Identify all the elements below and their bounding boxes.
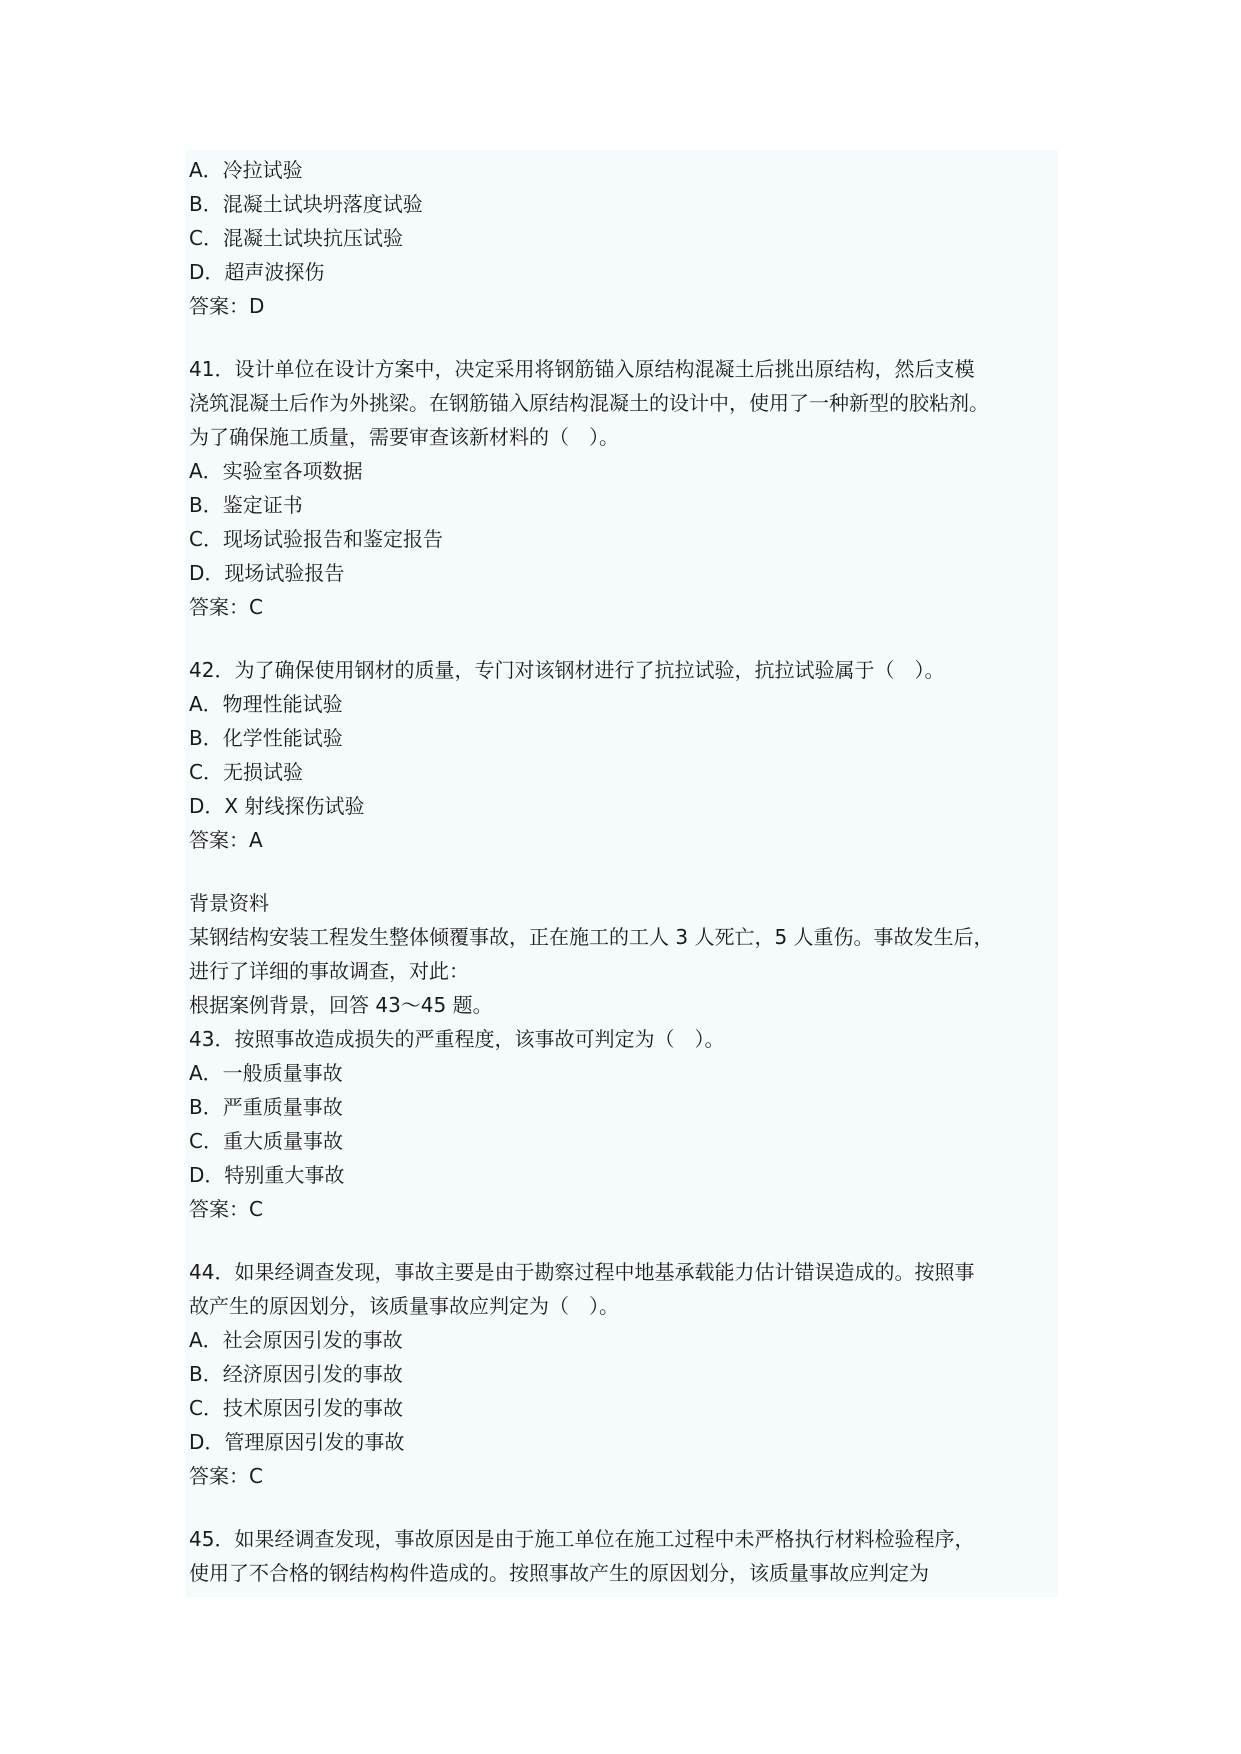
option-a-line: A．冷拉试验 [189, 158, 303, 182]
background-instruction: 根据案例背景，回答 43～45 题。 [189, 993, 493, 1017]
question-41-line-2: 浇筑混凝土后作为外挑梁。在钢筋锚入原结构混凝土的设计中，使用了一种新型的胶粘剂。 [189, 391, 989, 415]
answer-line: 答案：D [189, 294, 265, 318]
option-a-line: A．一般质量事故 [189, 1061, 343, 1085]
option-c-line: C．重大质量事故 [189, 1129, 343, 1153]
option-d-line: D．现场试验报告 [189, 561, 345, 585]
question-43-line: 43．按照事故造成损失的严重程度，该事故可判定为（ ）。 [189, 1027, 725, 1051]
option-b-line: B．经济原因引发的事故 [189, 1362, 403, 1386]
question-44-line-1: 44．如果经调查发现，事故主要是由于勘察过程中地基承载能力估计错误造成的。按照事 [189, 1260, 975, 1284]
option-b-line: B．化学性能试验 [189, 726, 343, 750]
option-c-line: C．无损试验 [189, 760, 303, 784]
answer-line: 答案：C [189, 1197, 263, 1221]
question-42-line: 42．为了确保使用钢材的质量，专门对该钢材进行了抗拉试验，抗拉试验属于（ ）。 [189, 658, 945, 682]
question-45-line-2: 使用了不合格的钢结构构件造成的。按照事故产生的原因划分，该质量事故应判定为 [189, 1561, 929, 1585]
option-c-line: C．现场试验报告和鉴定报告 [189, 527, 443, 551]
background-heading: 背景资料 [189, 891, 269, 915]
question-41-line-3: 为了确保施工质量，需要审查该新材料的（ ）。 [189, 425, 619, 449]
option-b-line: B．严重质量事故 [189, 1095, 343, 1119]
answer-line: 答案：A [189, 828, 263, 852]
option-c-line: C．技术原因引发的事故 [189, 1396, 403, 1420]
question-41-line-1: 41．设计单位在设计方案中，决定采用将钢筋锚入原结构混凝土后挑出原结构，然后支模 [189, 357, 975, 381]
question-44-line-2: 故产生的原因划分，该质量事故应判定为（ ）。 [189, 1294, 619, 1318]
background-text-line-1: 某钢结构安装工程发生整体倾覆事故，正在施工的工人 3 人死亡，5 人重伤。事故发生后， [189, 925, 994, 949]
answer-line: 答案：C [189, 595, 263, 619]
option-d-line: D．特别重大事故 [189, 1163, 345, 1187]
option-b-line: B．鉴定证书 [189, 493, 303, 517]
option-b-line: B．混凝土试块坍落度试验 [189, 192, 423, 216]
answer-line: 答案：C [189, 1464, 263, 1488]
option-d-line: D．X 射线探伤试验 [189, 794, 365, 818]
option-a-line: A．社会原因引发的事故 [189, 1328, 403, 1352]
option-d-line: D．管理原因引发的事故 [189, 1430, 405, 1454]
option-d-line: D．超声波探伤 [189, 260, 325, 284]
question-45-line-1: 45．如果经调查发现，事故原因是由于施工单位在施工过程中未严格执行材料检验程序， [189, 1527, 975, 1551]
background-text-line-2: 进行了详细的事故调查，对此： [189, 959, 469, 983]
option-c-line: C．混凝土试块抗压试验 [189, 226, 403, 250]
option-a-line: A．物理性能试验 [189, 692, 343, 716]
option-a-line: A．实验室各项数据 [189, 459, 363, 483]
